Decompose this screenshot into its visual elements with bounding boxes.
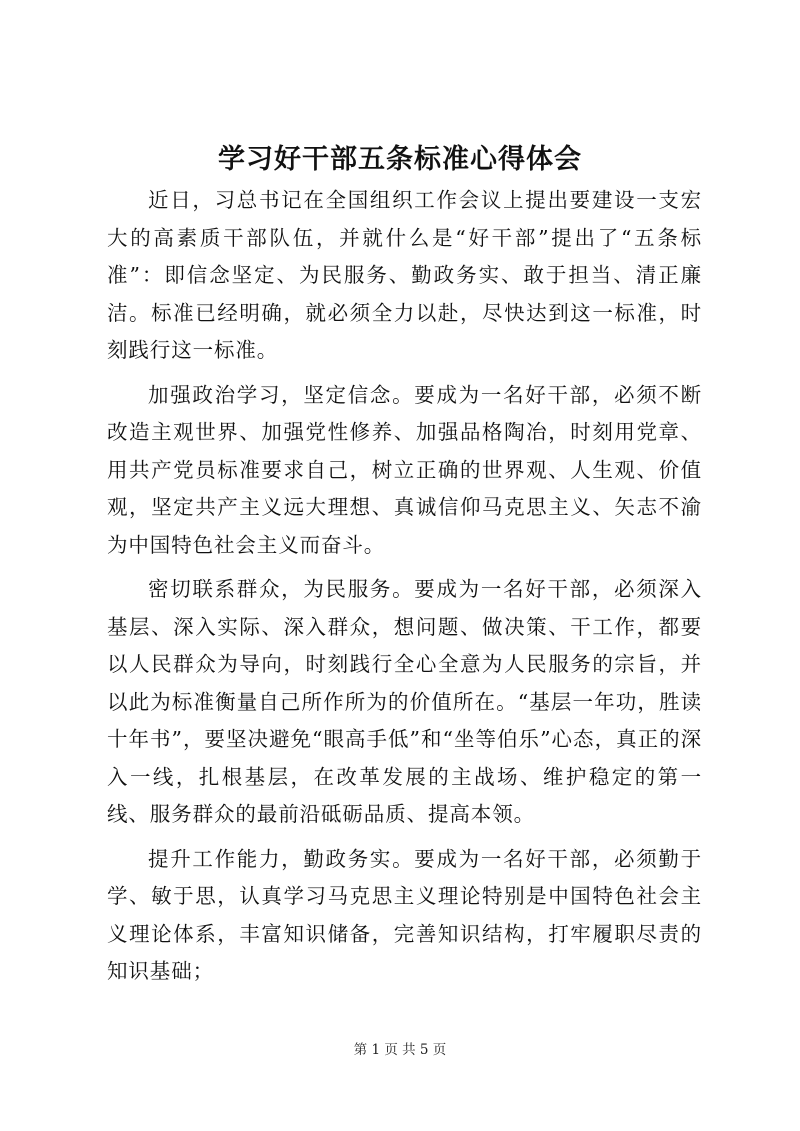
paragraph-political-study: 加强政治学习，坚定信念。要成为一名好干部，必须不断改造主观世界、加强党性修养、加强品格陶冶，时刻用党章、用共产党员标准要求自己，树立正确的世界观、人生观、价值观，坚定共产主义远大理想、真诚信仰马克思主义、矢志不渝为中国特色社会主义而奋斗。 [107,382,702,557]
paragraph-serve-people: 密切联系群众，为民服务。要成为一名好干部，必须深入基层、深入实际、深入群众，想问题、做决策、干工作，都要以人民群众为导向，时刻践行全心全意为人民服务的宗旨，并以此为标准衡量自己所作所为的价值所在。“基层一年功，胜读十年书”，要坚决避免“眼高手低”和“坐等伯乐”心态，真正的深入一线，扎根基层，在改革发展的主战场、维护稳定的第一线、服务群众的最前沿砥砺品质、提高本领。 [107,577,702,826]
document-body [107,182,702,998]
page-number-footer: 第 1 页 共 5 页 [353,1042,447,1058]
paragraph-work-ability: 提升工作能力，勤政务实。要成为一名好干部，必须勤于学、敏于思，认真学习马克思主义理论特别是中国特色社会主义理论体系，丰富知识储备，完善知识结构，打牢履职尽责的知识基础； [107,846,702,983]
paragraph-intro: 近日，习总书记在全国组织工作会议上提出要建设一支宏大的高素质干部队伍，并就什么是“好干部”提出了“五条标准”：即信念坚定、为民服务、勤政务实、敢于担当、清正廉洁。标准已经明确，就必须全力以赴，尽快达到这一标准，时刻践行这一标准。 [107,188,702,362]
document-title: 学习好干部五条标准心得体会 [218,144,582,175]
